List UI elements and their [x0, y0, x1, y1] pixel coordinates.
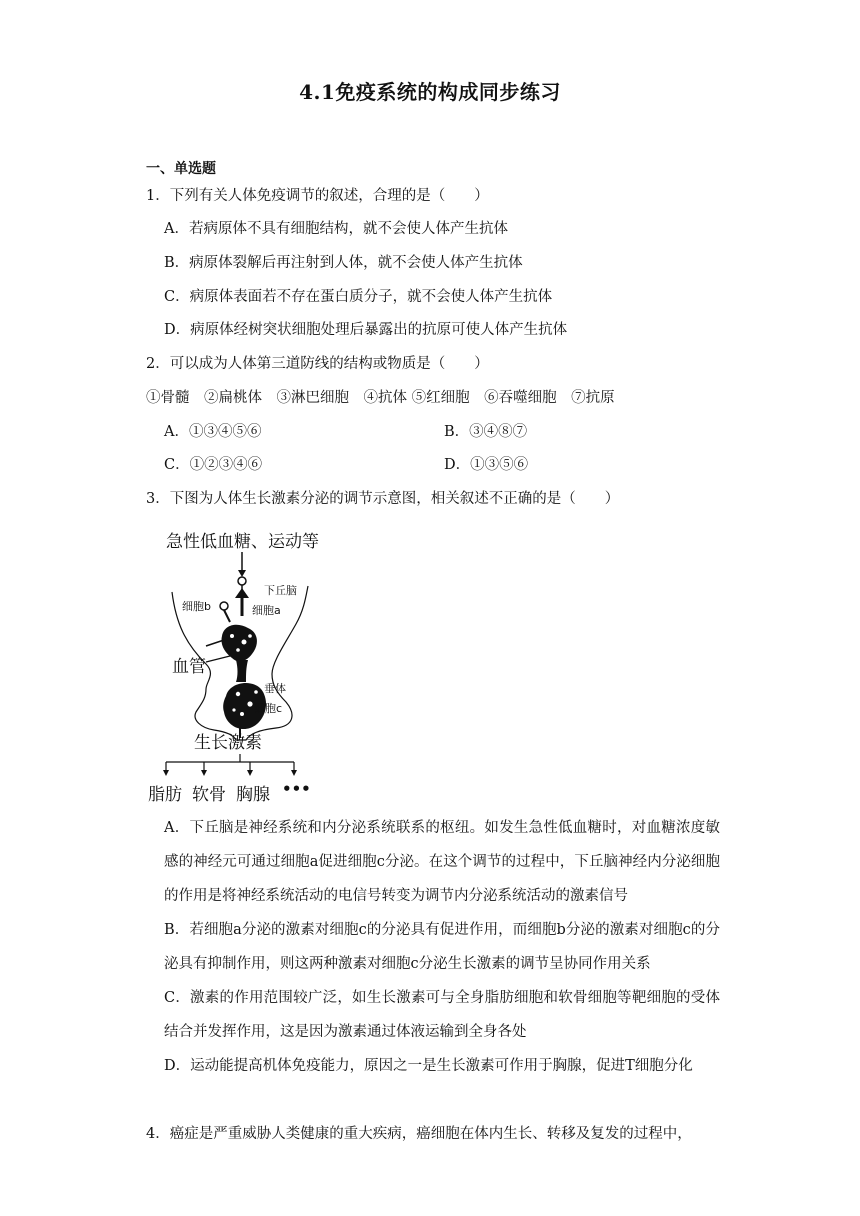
question-2-items: ①骨髓 ②扁桃体 ③淋巴细胞 ④抗体 ⑤红细胞 ⑥吞噬细胞 ⑦抗原	[146, 390, 615, 406]
growth-hormone-regulation-figure	[146, 524, 346, 804]
figure-hormone-label: 生长激素	[194, 733, 262, 753]
question-1-option-b: B．病原体裂解后再注射到人体，就不会使人体产生抗体	[164, 255, 523, 271]
figure-pituitary-label: 垂体	[264, 682, 286, 695]
question-2-option-a: A．①③④⑤⑥	[164, 424, 262, 440]
question-1-option-c: C．病原体表面若不存在蛋白质分子，就不会使人体产生抗体	[164, 289, 553, 305]
question-2-option-c: C．①②③④⑥	[164, 457, 263, 473]
question-2-option-b: B．③④⑧⑦	[444, 424, 528, 440]
question-3-option-b: B．若细胞a分泌的激素对细胞c的分泌具有促进作用，而细胞b分泌的激素对细胞c的分泌具有抑制作用，则这两种激素对细胞c分泌生长激素的调节呈协同作用关系	[164, 922, 720, 972]
question-3-option-a: A．下丘脑是神经系统和内分泌系统联系的枢纽。如发生急性低血糖时，对血糖浓度敏感的神经元可通过细胞a促进细胞c分泌。在这个调节的过程中，下丘脑神经内分泌细胞的作用是将神经系统活动的电信号转变为调节内分泌系统活动的激素信号	[164, 820, 720, 904]
question-4-stem: 4．癌症是严重威胁人类健康的重大疾病，癌细胞在体内生长、转移及复发的过程中，	[146, 1126, 692, 1142]
section-heading: 一、单选题	[146, 161, 216, 177]
question-3-stem: 3．下图为人体生长激素分泌的调节示意图，相关叙述不正确的是（ ）	[146, 491, 620, 507]
question-1-option-a: A．若病原体不具有细胞结构，就不会使人体产生抗体	[164, 221, 508, 237]
figure-cell-c-label: 细胞c	[254, 702, 283, 715]
figure-hypothalamus-label: 下丘脑	[264, 584, 297, 597]
page-title: 4.1免疫系统的构成同步练习	[299, 80, 561, 104]
figure-top-label: 急性低血糖、运动等	[166, 532, 319, 552]
question-2-option-d: D．①③⑤⑥	[444, 457, 529, 473]
question-3-option-c: C．激素的作用范围较广泛，如生长激素可与全身脂肪细胞和软骨细胞等靶细胞的受体结合并发挥作用，这是因为激素通过体液运输到全身各处	[164, 990, 720, 1040]
question-1-option-d: D．病原体经树突状细胞处理后暴露出的抗原可使人体产生抗体	[164, 322, 568, 338]
question-2-stem: 2．可以成为人体第三道防线的结构或物质是（ ）	[146, 356, 489, 372]
figure-vessel-label: 血管	[172, 657, 206, 677]
question-1-stem: 1．下列有关人体免疫调节的叙述，合理的是（ ）	[146, 188, 489, 204]
figure-target-cartilage: 软骨	[192, 785, 226, 805]
figure-target-more: •••	[282, 780, 311, 798]
question-3-option-d: D．运动能提高机体免疫能力，原因之一是生长激素可作用于胸腺，促进T细胞分化	[164, 1058, 693, 1074]
figure-cell-b-label: 细胞b	[182, 600, 211, 613]
figure-cell-a-label: 细胞a	[252, 604, 281, 617]
figure-target-fat: 脂肪	[148, 785, 182, 805]
figure-target-thymus: 胸腺	[236, 785, 270, 805]
